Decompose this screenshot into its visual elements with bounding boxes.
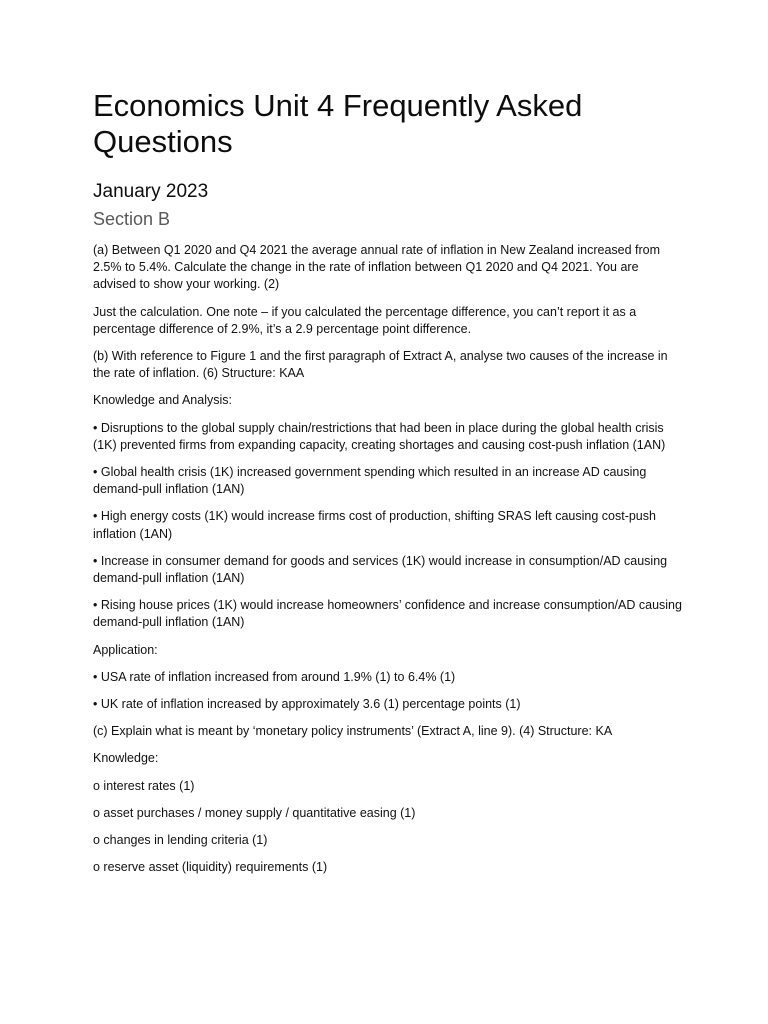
knowledge-heading: Knowledge: [93, 751, 159, 766]
list-item: • Increase in consumer demand for goods and services (1K) would increase in consumption/AD causing demand-pull inflation (1AN) [93, 553, 668, 586]
document-body [93, 242, 683, 876]
list-item: • USA rate of inflation increased from around 1.9% (1) to 6.4% (1) [93, 669, 456, 684]
answer-a-note: Just the calculation. One note – if you calculated the percentage difference, you can’t report it as a percentage difference of 2.9%, it’s a 2.9 percentage point difference. [93, 304, 637, 336]
list-item: • Disruptions to the global supply chain/restrictions that had been in place during the global health crisis (1K) prevented firms from expanding capacity, creating shortages and causing cost-push inflation (1AN) [93, 420, 666, 452]
document-title: Economics Unit 4 Frequently Asked Questions [93, 88, 583, 159]
application-heading: Application: [93, 642, 158, 657]
question-c: (c) Explain what is meant by ‘monetary policy instruments’ (Extract A, line 9). (4) Structure: KA [93, 724, 613, 739]
question-b: (b) With reference to Figure 1 and the first paragraph of Extract A, analyse two causes of the increase in the rate of inflation. (6) Structure: KAA [93, 349, 668, 381]
list-item: • UK rate of inflation increased by approximately 3.6 (1) percentage points (1) [93, 697, 521, 712]
list-item: o changes in lending criteria (1) [93, 833, 268, 848]
knowledge-analysis-heading: Knowledge and Analysis: [93, 393, 232, 408]
document-page [93, 88, 683, 886]
section-heading: Section B [93, 209, 171, 229]
document-date: January 2023 [93, 181, 209, 202]
list-item: o interest rates (1) [93, 778, 195, 793]
list-item: • Global health crisis (1K) increased government spending which resulted in an increase AD causing demand-pull inflation (1AN) [93, 465, 647, 497]
list-item: o reserve asset (liquidity) requirements (1) [93, 860, 328, 875]
list-item: • Rising house prices (1K) would increase homeowners’ confidence and increase consumption/AD causing demand-pull inflation (1AN) [93, 598, 682, 630]
list-item: • High energy costs (1K) would increase firms cost of production, shifting SRAS left causing cost-push inflation (1AN) [93, 509, 656, 541]
question-a: (a) Between Q1 2020 and Q4 2021 the average annual rate of inflation in New Zealand increased from 2.5% to 5.4%. Calculate the change in the rate of inflation between Q1 2020 and Q4 2021. You are advised to show your working. (2) [93, 243, 661, 292]
list-item: o asset purchases / money supply / quantitative easing (1) [93, 805, 416, 820]
